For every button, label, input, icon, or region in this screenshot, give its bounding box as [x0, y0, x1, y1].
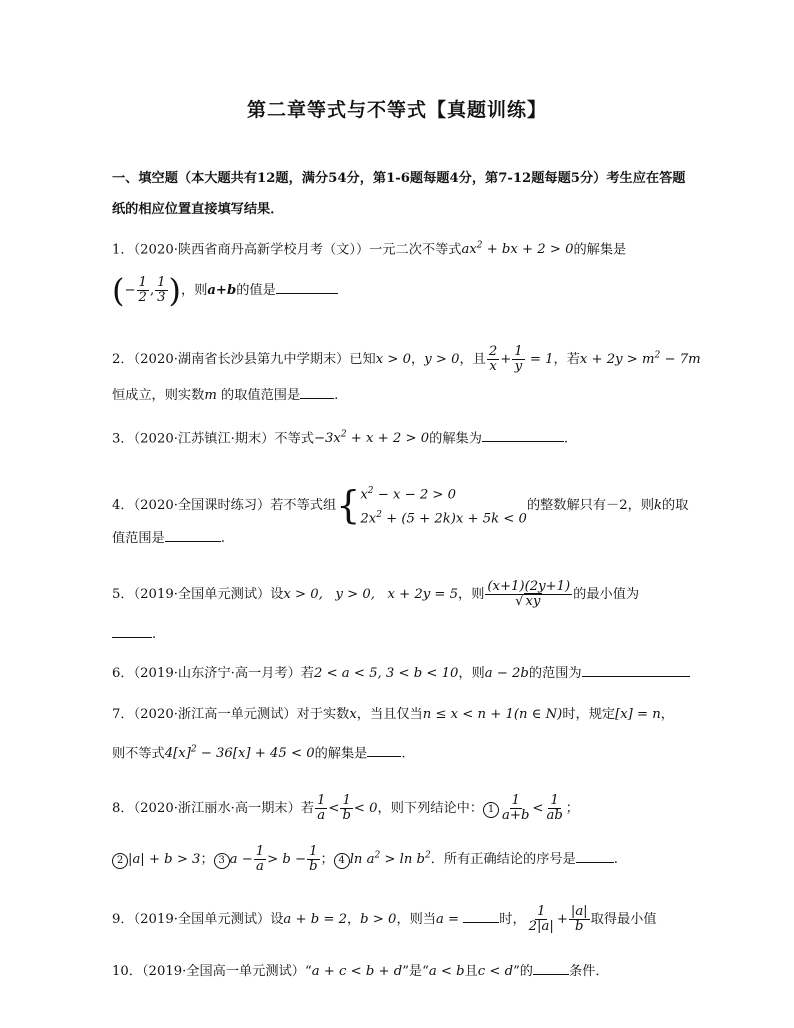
q10-text-a: 10．（2019·全国高一单元测试）“	[112, 964, 312, 979]
q8-text-e: ．所有正确结论的序号是	[430, 852, 576, 867]
q1-text-a: 1．（2020·陕西省商丹高新学校月考（文））一元二次不等式	[112, 242, 462, 258]
page-title: 第二章等式与不等式【真题训练】	[246, 99, 547, 121]
question-8-line-1: 8．（2020·浙江丽水·高一期末）若 $\frac{1}{a}$ < $\frac{1}{b}$ < 0，则下列结论中： 1 $\frac{1}{a+b}$ < $\frac{1}{ab}$ ；	[112, 793, 579, 823]
q4-text-a: 4．（2020·全国课时练习）若不等式组	[112, 497, 337, 513]
q4-text-c: 的取	[662, 497, 689, 513]
q8-frac-1a: $\frac{1}{a}$	[316, 793, 326, 823]
q7-text-c: 时，规定	[562, 707, 616, 722]
q2-frac-2x: $\frac{2}{x}$	[488, 344, 498, 374]
q4-var-k: k	[654, 497, 663, 513]
q2-cond-x: x > 0	[375, 352, 411, 367]
q8-frac-1-ab: $\frac{1}{ab}$	[546, 793, 563, 823]
q2-text-d: ，若	[553, 352, 580, 367]
q8-answer-blank[interactable]	[576, 848, 614, 863]
q1-expression: a+b	[207, 283, 237, 298]
q8-option-4: $\ln a^2 > \ln b^2$	[349, 850, 431, 867]
q1-answer-blank[interactable]	[276, 279, 338, 294]
q9-frac-1: $\frac{1}{2|a|}$	[528, 904, 554, 934]
q6-answer-blank[interactable]	[582, 662, 690, 677]
q1-minus: −	[124, 283, 136, 298]
q6-text-a: 6．（2019·山东济宁·高一月考）若	[112, 666, 314, 681]
q8-text-b: ，则下列结论中：	[377, 801, 484, 816]
question-9: 9．（2019·全国单元测试）设a + b = 2，b > 0，则当a = 时， $\frac{1}{2|a|}$ + $\frac{|a|}{b}$ 取得最小值	[112, 904, 657, 934]
question-5-line-1: 5．（2019·全国单元测试）设x > 0, y > 0, x + 2y = 5，则 $\frac{(x+1)(2y+1)}{√ xy}$ 的最小值为	[112, 579, 640, 609]
q10-text-b: ”是“	[402, 964, 429, 979]
q5-conditions: x > 0, y > 0, x + 2y = 5	[283, 587, 459, 602]
q5-text-a: 5．（2019·全国单元测试）设	[112, 587, 284, 602]
q9-text-d: 时，	[499, 912, 526, 927]
q9-cond-b: b > 0	[360, 912, 397, 927]
q8-option-1-marker: 1	[483, 802, 499, 818]
q8-option-3-b: > b −	[267, 852, 307, 867]
q3-answer-blank[interactable]	[482, 427, 564, 442]
question-6	[112, 662, 702, 684]
q7-var-x: x	[349, 707, 357, 722]
q9-a-eq: a =	[436, 912, 464, 927]
q2-inequality: $x + 2y > m^2 - 7m$	[579, 350, 701, 367]
q7-answer-blank[interactable]	[367, 742, 401, 757]
question-4-line-1	[112, 481, 702, 530]
q3-text-a: 3．（2020·江苏镇江·期末）不等式	[112, 431, 314, 447]
q2-eq-1: = 1	[525, 352, 554, 367]
q4-text-d: 值范围是	[112, 531, 165, 546]
q8-frac-3b: $\frac{1}{b}$	[309, 844, 318, 874]
q6-expression: a − 2b	[484, 666, 529, 681]
question-5-line-2: .	[112, 623, 702, 645]
q2-answer-blank[interactable]	[300, 384, 334, 399]
q8-frac-3a: $\frac{1}{a}$	[255, 844, 265, 874]
q9-answer-blank[interactable]	[463, 908, 499, 923]
q9-frac-2: $\frac{|a|}{b}$	[570, 904, 588, 934]
question-1-line-1	[112, 236, 702, 260]
q1-frac-third: $\frac{1}{3}$	[157, 275, 166, 305]
q4-system: $x^2 - x - 2 > 0$ $2x^2 + (5 + 2k)x + 5k < 0$	[360, 486, 527, 527]
question-8-line-2: 2 |a| + b > 3； 3 a − $\frac{1}{a}$ > b − $\frac{1}{b}$ ； 4 $\ln a^2 > \ln b^2$．所有正确结论的序号是 .	[112, 845, 702, 874]
q10-text-e: 条件．	[569, 964, 609, 979]
q3-text-b: 的解集为	[429, 431, 482, 447]
q4-answer-blank[interactable]	[165, 527, 221, 542]
q8-frac-1-apb: $\frac{1}{a+b}$	[502, 793, 530, 823]
q5-answer-blank[interactable]	[112, 623, 152, 638]
q7-text-d: ，	[660, 707, 674, 722]
q10-text-c: 且	[464, 964, 478, 979]
q7-text-e: 则不等式	[112, 746, 165, 762]
q4-text-b: 的整数解只有－2，则	[526, 497, 655, 513]
q10-cond-3: c < d	[477, 964, 514, 979]
q2-cond-y: y > 0	[424, 352, 460, 367]
q6-text-c: 的范围为	[528, 666, 582, 681]
q7-range: n ≤ x < n + 1(n ∈ N)	[422, 707, 563, 722]
q10-answer-blank[interactable]	[533, 960, 569, 975]
q8-sep-2: ；	[320, 852, 334, 867]
q9-text-c: ，则当	[396, 912, 436, 927]
q9-text-b: ，	[346, 912, 361, 927]
question-10	[112, 960, 702, 982]
q1-inequality: $ax^2$ + bx + 2 > 0	[461, 241, 574, 258]
question-7-line-2: 则不等式$4[x]^2 - 36[x] + 45 < 0$的解集是 .	[112, 740, 702, 764]
q7-text-a: 7．（2020·浙江高一单元测试）对于实数	[112, 707, 350, 722]
q9-text-a: 9．（2019·全国单元测试）设	[112, 912, 284, 927]
q1-text-d: 的值是	[236, 283, 276, 298]
question-4-line-2: 值范围是 .	[112, 527, 702, 549]
q2-text-b: ，	[411, 352, 425, 367]
q8-frac-1b: $\frac{1}{b}$	[342, 793, 351, 823]
q6-condition: 2 < a < 5, 3 < b < 10	[313, 666, 459, 681]
q8-option-2: |a| + b > 3	[128, 852, 201, 867]
q7-inequality: $4[x]^2 - 36[x] + 45 < 0$	[164, 745, 315, 762]
q1-text-b: 的解集是	[573, 242, 627, 258]
q2-text-c: ，且	[459, 352, 486, 367]
q10-cond-2: a < b	[428, 964, 465, 979]
q4-brace: {	[336, 483, 361, 528]
q9-text-e: 取得最小值	[590, 912, 657, 927]
q10-text-d: ”的	[513, 964, 533, 979]
q8-text-c: ；	[565, 801, 579, 816]
q7-text-f: 的解集是	[314, 746, 368, 762]
section-header: 一、填空题（本大题共有12题，满分54分，第1-6题每题4分，第7-12题每题5分）考生应在答题纸的相应位置直接填写结果．	[112, 171, 686, 217]
question-3: 3．（2020·江苏镇江·期末）不等式$-3x^2 + x + 2 > 0$的解集为 .	[112, 425, 702, 449]
q8-lt-zero: < 0	[353, 801, 378, 816]
q2-text-e: 恒成立，则实数	[112, 388, 205, 403]
q1-paren-left: (	[112, 271, 125, 310]
q8-sep-1: ；	[200, 852, 214, 867]
q7-text-b: ，当且仅当	[356, 707, 423, 722]
q1-text-c: ，则	[181, 283, 208, 298]
question-2-line-2: 恒成立，则实数m 的取值范围是 .	[112, 384, 702, 406]
q2-frac-1y: $\frac{1}{y}$	[514, 344, 523, 374]
q9-sum: a + b = 2	[283, 912, 347, 927]
q3-inequality: $-3x^2 + x + 2 > 0$	[313, 430, 430, 447]
question-1-line-2: (− $\frac{1}{2}$ , $\frac{1}{3}$ )，则a+b的值是	[112, 276, 702, 305]
q7-floor-def: [x] = n	[615, 707, 661, 722]
q8-option-4-marker: 4	[334, 853, 350, 869]
q8-option-2-marker: 2	[112, 853, 128, 869]
q2-var-m: m	[204, 388, 217, 403]
q1-paren-right: )	[168, 271, 182, 310]
q6-text-b: ，则	[458, 666, 485, 681]
q5-text-b: 的最小值为	[573, 587, 640, 602]
q8-text-a: 8．（2020·浙江丽水·高一期末）若	[112, 801, 314, 816]
q2-text-f: 的取值范围是	[221, 388, 301, 403]
question-2-line-1: 2．（2020·湖南省长沙县第九中学期末）已知x > 0，y > 0，且 $\frac{2}{x}$ + $\frac{1}{y}$ = 1，若$x + 2y > m^2 - 7m$	[112, 344, 701, 374]
q5-fraction: $\frac{(x+1)(2y+1)}{√ xy}$	[487, 579, 571, 609]
q1-frac-half: $\frac{1}{2}$	[138, 275, 147, 305]
question-7-line-1	[112, 705, 702, 725]
q10-cond-1: a + c < b + d	[311, 964, 403, 979]
q8-option-3-a: a −	[229, 852, 253, 867]
q2-text-a: 2．（2020·湖南省长沙县第九中学期末）已知	[112, 352, 376, 367]
q8-option-3-marker: 3	[214, 853, 230, 869]
